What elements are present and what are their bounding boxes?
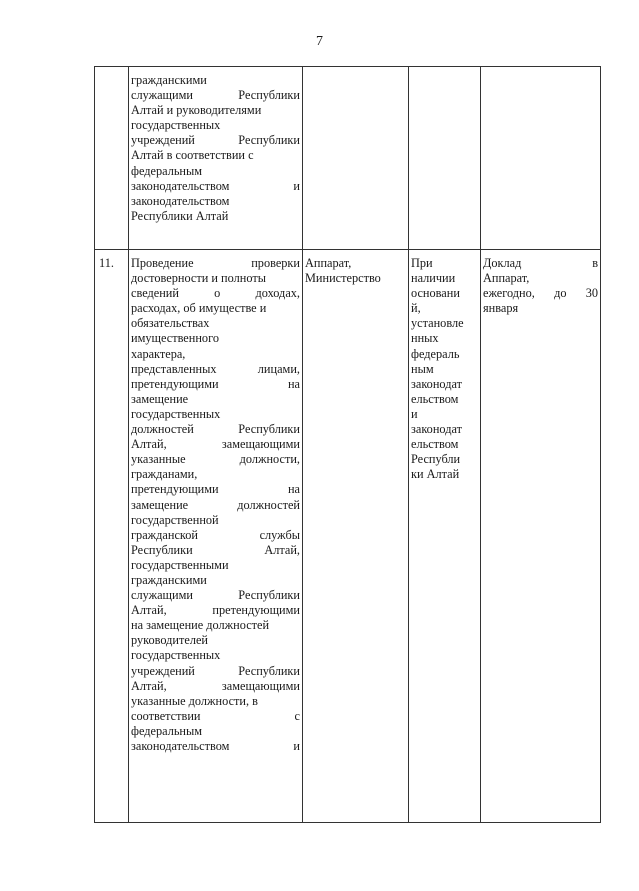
page-number: 7 xyxy=(316,34,323,49)
word: должности, xyxy=(239,452,300,467)
word: претендующими xyxy=(212,603,300,618)
text-line: указанные должности, в xyxy=(131,693,258,708)
text-line xyxy=(131,179,300,194)
report-cell xyxy=(481,250,601,823)
text-line: нных xyxy=(411,331,439,346)
word: служащими xyxy=(131,588,193,603)
word: на xyxy=(287,376,300,391)
text-line: государственных xyxy=(131,648,221,663)
text-line: Аппарат, xyxy=(305,256,352,270)
text-line: Министерство xyxy=(305,271,381,286)
word: гражданской xyxy=(131,527,198,542)
word: претендующими xyxy=(131,376,219,391)
word: законодательством xyxy=(131,178,230,193)
text-line xyxy=(483,286,598,301)
executor-cell xyxy=(303,67,409,250)
report-cell xyxy=(481,67,601,250)
word: сведений xyxy=(131,286,179,301)
word: учреждений xyxy=(131,663,195,678)
text-line: законодательством xyxy=(131,193,230,208)
text-line: наличии xyxy=(411,271,456,286)
plan-table xyxy=(94,66,601,823)
text-line: законодат xyxy=(411,422,462,437)
word: претендующими xyxy=(131,482,219,497)
text-line xyxy=(131,377,300,392)
text-line xyxy=(131,256,300,271)
executor-cell xyxy=(303,250,409,823)
word: учреждений xyxy=(131,133,195,148)
text-line xyxy=(131,528,300,543)
word: соответствии xyxy=(131,708,201,723)
word: служащими xyxy=(131,88,193,103)
row-number: 11. xyxy=(99,256,114,270)
text-line: государственной xyxy=(131,512,219,527)
text-line: гражданскими xyxy=(131,73,207,87)
text-line xyxy=(131,286,300,301)
text-line: характера, xyxy=(131,346,186,361)
word: замещающими xyxy=(221,437,300,452)
text-line xyxy=(131,543,300,558)
text-line: гражданскими xyxy=(131,572,207,587)
text-line: ельством xyxy=(411,391,459,406)
word: Республики xyxy=(131,542,193,557)
word: Республики xyxy=(238,422,300,437)
word: Республики xyxy=(238,663,300,678)
word: с xyxy=(294,708,300,723)
text-line: замещение xyxy=(131,391,189,406)
word: ежегодно, xyxy=(483,286,535,301)
text-line xyxy=(131,88,300,103)
text-line: Республи xyxy=(411,452,461,467)
text-line: законодат xyxy=(411,376,462,391)
word: указанные xyxy=(131,452,186,467)
text-line: на замещение должностей xyxy=(131,618,270,633)
word: замещающими xyxy=(221,678,300,693)
word: Алтай, xyxy=(131,603,167,618)
text-line: Аппарат, xyxy=(483,271,530,286)
word: Алтай, xyxy=(264,542,300,557)
word: службы xyxy=(259,527,300,542)
word: Республики xyxy=(238,588,300,603)
table-row xyxy=(95,67,601,250)
word: должностей xyxy=(237,497,300,512)
word: Республики xyxy=(238,133,300,148)
text-line: обязательствах xyxy=(131,316,210,331)
text-line xyxy=(131,133,300,148)
text-line: расходах, об имуществе и xyxy=(131,301,267,316)
text-line: й, xyxy=(411,301,421,316)
text-line xyxy=(131,452,300,467)
text-line xyxy=(131,437,300,452)
text-line: государственных xyxy=(131,406,221,421)
word: законодательством xyxy=(131,739,230,753)
text-line: При xyxy=(411,256,433,270)
word: замещение xyxy=(131,497,189,512)
word: и xyxy=(293,739,300,753)
text-line: федераль xyxy=(411,346,460,361)
row-number-cell xyxy=(95,250,129,823)
event-text xyxy=(131,256,300,754)
text-line: имущественного xyxy=(131,331,219,346)
grounds-text xyxy=(411,256,478,482)
text-line: ки Алтай xyxy=(411,467,460,482)
text-line xyxy=(131,588,300,603)
word: о xyxy=(214,286,221,301)
word: проверки xyxy=(251,256,300,270)
text-line: Алтай в соответствии с xyxy=(131,148,254,163)
text-line: федеральным xyxy=(131,723,203,738)
text-line xyxy=(131,603,300,618)
word: и xyxy=(293,178,300,193)
word: Алтай, xyxy=(131,678,167,693)
report-text xyxy=(483,256,598,316)
text-line: января xyxy=(483,301,519,316)
row-number-cell xyxy=(95,67,129,250)
word: 30 xyxy=(585,286,598,301)
word: представленных xyxy=(131,361,217,376)
text-line: государственных xyxy=(131,118,221,133)
word: Проведение xyxy=(131,256,194,270)
word: Доклад xyxy=(483,256,522,270)
text-line xyxy=(131,739,300,754)
word: лицами, xyxy=(257,361,300,376)
word: до xyxy=(554,286,567,301)
text-line: Алтай и руководителями xyxy=(131,103,262,118)
text-line xyxy=(131,422,300,437)
text-line xyxy=(131,709,300,724)
word: в xyxy=(592,256,598,270)
word: Алтай, xyxy=(131,437,167,452)
text-line: ельством xyxy=(411,437,459,452)
text-line xyxy=(131,362,300,377)
row-number xyxy=(97,73,99,87)
executor-text xyxy=(305,256,406,286)
text-line: и xyxy=(411,406,418,421)
text-line: руководителей xyxy=(131,633,208,648)
word: Республики xyxy=(238,88,300,103)
text-line xyxy=(483,256,598,271)
text-line: гражданами, xyxy=(131,467,198,482)
text-line: установле xyxy=(411,316,464,331)
text-line xyxy=(131,679,300,694)
text-line xyxy=(131,482,300,497)
text-line: государственными xyxy=(131,557,229,572)
text-line: достоверности и полноты xyxy=(131,271,266,286)
event-text xyxy=(131,73,300,224)
event-cell xyxy=(129,67,303,250)
word: доходах, xyxy=(255,286,300,301)
text-line xyxy=(131,664,300,679)
text-line: основани xyxy=(411,286,460,301)
table-row xyxy=(95,250,601,823)
text-line xyxy=(131,498,300,513)
word: должностей xyxy=(131,422,194,437)
word: на xyxy=(287,482,300,497)
text-line: Республики Алтай xyxy=(131,208,229,223)
grounds-cell xyxy=(409,67,481,250)
event-cell xyxy=(129,250,303,823)
text-line: федеральным xyxy=(131,163,203,178)
text-line: ным xyxy=(411,361,434,376)
grounds-cell xyxy=(409,250,481,823)
